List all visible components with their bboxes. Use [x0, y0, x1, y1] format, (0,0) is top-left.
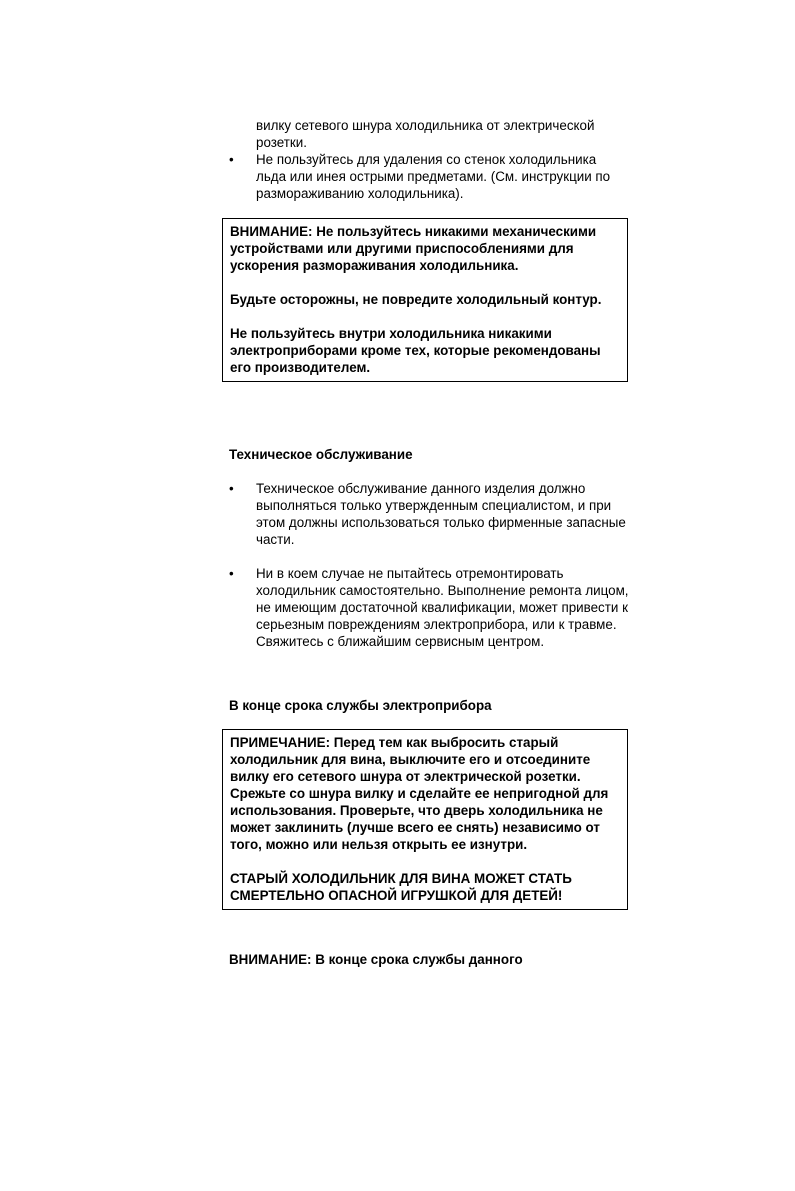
bullet-icon: •	[229, 152, 234, 167]
maintenance-bullet-list	[229, 480, 629, 650]
final-warning-text: ВНИМАНИЕ: В конце срока службы данного	[229, 952, 523, 967]
bullet-continuation-text: вилку сетевого шнура холодильника от электрической розетки.	[256, 118, 595, 150]
section-heading-end-of-life: В конце срока службы электроприбора	[229, 698, 492, 713]
top-bullet-list	[229, 117, 629, 202]
bullet-icon: •	[229, 566, 234, 581]
warning-paragraph: ВНИМАНИЕ: Не пользуйтесь никакими механическими устройствами или другими приспособлениями для ускорения размораживания холодильника.	[230, 224, 597, 273]
warning-paragraph: Будьте осторожны, не повредите холодильный контур.	[230, 292, 602, 307]
list-item	[229, 565, 629, 650]
list-item-text: Ни в коем случае не пытайтесь отремонтировать холодильник самостоятельно. Выполнение ремонта лицом, не имеющим достаточной квалификации, может привести к серьезным повреждениям электроприбора, или к травме. Свяжитесь с ближайшим сервисным центром.	[256, 566, 629, 649]
section-heading-maintenance: Техническое обслуживание	[229, 447, 413, 462]
note-paragraph: ПРИМЕЧАНИЕ: Перед тем как выбросить старый холодильник для вина, выключите его и отсоедините вилку его сетевого шнура от электрической розетки. Срежьте со шнура вилку и сделайте ее непригодной для использования. Проверьте, что дверь холодильника не может заклинить (лучше всего ее снять) независимо от того, можно или нельзя открыть ее изнутри.	[230, 735, 609, 852]
bullet-icon: •	[229, 481, 234, 496]
note-box	[222, 729, 628, 910]
list-item-text: Техническое обслуживание данного изделия должно выполняться только утвержденным специалистом, и при этом должны использоваться только фирменные запасные части.	[256, 481, 626, 547]
warning-box	[222, 218, 628, 382]
list-item-text: Не пользуйтесь для удаления со стенок холодильника льда или инея острыми предметами. (См. инструкции по размораживанию холодильника).	[256, 152, 611, 201]
note-paragraph: СТАРЫЙ ХОЛОДИЛЬНИК ДЛЯ ВИНА МОЖЕТ СТАТЬ СМЕРТЕЛЬНО ОПАСНОЙ ИГРУШКОЙ ДЛЯ ДЕТЕЙ!	[230, 871, 572, 903]
warning-paragraph: Не пользуйтесь внутри холодильника никакими электроприборами кроме тех, которые рекомендованы его производителем.	[230, 326, 601, 375]
list-item	[229, 151, 629, 202]
list-item	[229, 480, 629, 548]
